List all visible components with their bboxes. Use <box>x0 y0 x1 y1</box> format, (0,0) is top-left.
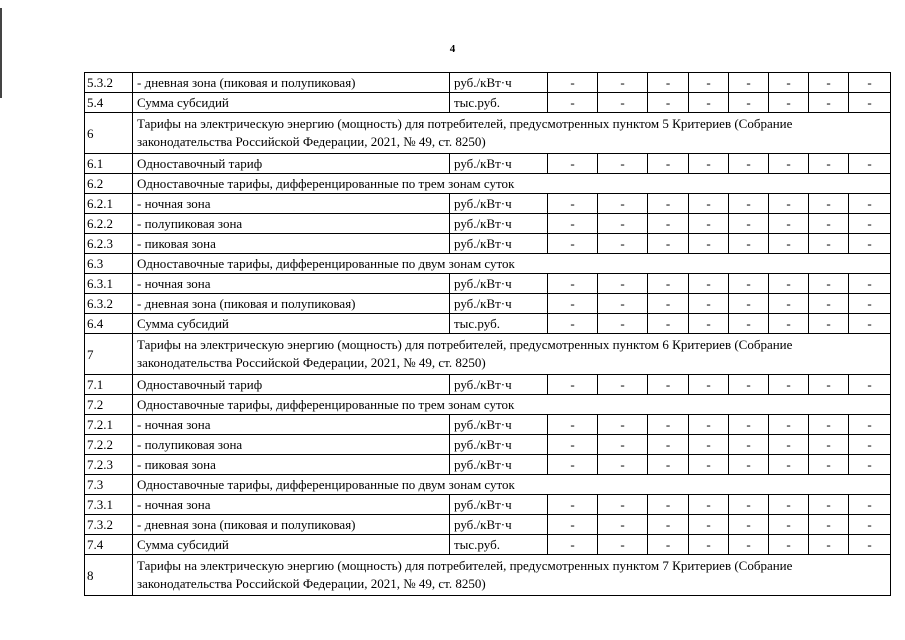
row-number: 7 <box>85 334 133 375</box>
table-row <box>85 314 891 334</box>
value-cell: - <box>548 455 598 475</box>
value-cell: - <box>648 93 689 113</box>
value-cell: - <box>729 314 769 334</box>
value-cell: - <box>548 415 598 435</box>
value-cell: - <box>769 375 809 395</box>
value-cell: - <box>689 375 729 395</box>
value-cell: - <box>689 495 729 515</box>
value-cell: - <box>729 93 769 113</box>
value-cell: - <box>689 194 729 214</box>
table-row <box>85 415 891 435</box>
value-cell: - <box>648 314 689 334</box>
unit-cell: руб./кВт·ч <box>450 274 548 294</box>
value-cell: - <box>809 234 849 254</box>
row-number: 6.2.1 <box>85 194 133 214</box>
value-cell: - <box>809 294 849 314</box>
unit-cell: руб./кВт·ч <box>450 515 548 535</box>
unit-cell: руб./кВт·ч <box>450 375 548 395</box>
value-cell: - <box>809 73 849 93</box>
value-cell: - <box>548 515 598 535</box>
value-cell: - <box>849 214 891 234</box>
value-cell: - <box>548 294 598 314</box>
row-number: 7.2.2 <box>85 435 133 455</box>
value-cell: - <box>689 214 729 234</box>
unit-cell: руб./кВт·ч <box>450 234 548 254</box>
value-cell: - <box>689 435 729 455</box>
value-cell: - <box>598 154 648 174</box>
value-cell: - <box>849 455 891 475</box>
value-cell: - <box>648 435 689 455</box>
value-cell: - <box>729 495 769 515</box>
value-cell: - <box>849 274 891 294</box>
value-cell: - <box>809 535 849 555</box>
value-cell: - <box>648 194 689 214</box>
value-cell: - <box>648 214 689 234</box>
unit-cell: руб./кВт·ч <box>450 495 548 515</box>
table-row <box>85 214 891 234</box>
row-number: 7.3 <box>85 475 133 495</box>
unit-cell: руб./кВт·ч <box>450 415 548 435</box>
row-number: 6 <box>85 113 133 154</box>
value-cell: - <box>598 294 648 314</box>
value-cell: - <box>849 314 891 334</box>
value-cell: - <box>648 294 689 314</box>
value-cell: - <box>598 274 648 294</box>
table-row <box>85 113 891 154</box>
value-cell: - <box>809 435 849 455</box>
value-cell: - <box>548 234 598 254</box>
value-cell: - <box>598 495 648 515</box>
value-cell: - <box>689 93 729 113</box>
unit-cell: руб./кВт·ч <box>450 154 548 174</box>
value-cell: - <box>769 93 809 113</box>
section-header-text: Тарифы на электрическую энергию (мощность) для потребителей, предусмотренных пунктом 7 Критериев (Собрание законодательства Российской Федерации, 2021, № 49, ст. 8250) <box>133 555 891 596</box>
value-cell: - <box>729 294 769 314</box>
row-number: 7.2.3 <box>85 455 133 475</box>
value-cell: - <box>648 415 689 435</box>
value-cell: - <box>729 515 769 535</box>
value-cell: - <box>648 375 689 395</box>
value-cell: - <box>648 73 689 93</box>
table-row <box>85 174 891 194</box>
value-cell: - <box>729 415 769 435</box>
value-cell: - <box>849 495 891 515</box>
row-number: 5.4 <box>85 93 133 113</box>
value-cell: - <box>769 455 809 475</box>
value-cell: - <box>648 535 689 555</box>
value-cell: - <box>809 455 849 475</box>
value-cell: - <box>809 375 849 395</box>
value-cell: - <box>648 495 689 515</box>
value-cell: - <box>849 294 891 314</box>
value-cell: - <box>598 435 648 455</box>
table-row <box>85 194 891 214</box>
value-cell: - <box>849 194 891 214</box>
row-label: Сумма субсидий <box>133 314 450 334</box>
value-cell: - <box>729 194 769 214</box>
value-cell: - <box>849 375 891 395</box>
table-row <box>85 254 891 274</box>
row-number: 6.3 <box>85 254 133 274</box>
value-cell: - <box>769 73 809 93</box>
row-label: - полупиковая зона <box>133 435 450 455</box>
table-row <box>85 515 891 535</box>
table-row <box>85 294 891 314</box>
value-cell: - <box>548 535 598 555</box>
value-cell: - <box>849 535 891 555</box>
row-number: 6.2.3 <box>85 234 133 254</box>
row-number: 8 <box>85 555 133 596</box>
row-label: Одноставочный тариф <box>133 154 450 174</box>
table-row <box>85 154 891 174</box>
row-number: 6.1 <box>85 154 133 174</box>
row-number: 7.3.2 <box>85 515 133 535</box>
value-cell: - <box>689 73 729 93</box>
value-cell: - <box>769 435 809 455</box>
value-cell: - <box>809 515 849 535</box>
value-cell: - <box>769 294 809 314</box>
value-cell: - <box>769 274 809 294</box>
value-cell: - <box>849 435 891 455</box>
table-row <box>85 535 891 555</box>
row-number: 5.3.2 <box>85 73 133 93</box>
value-cell: - <box>548 73 598 93</box>
value-cell: - <box>598 455 648 475</box>
value-cell: - <box>729 455 769 475</box>
value-cell: - <box>689 274 729 294</box>
value-cell: - <box>648 274 689 294</box>
row-label: - дневная зона (пиковая и полупиковая) <box>133 515 450 535</box>
value-cell: - <box>729 274 769 294</box>
table-row <box>85 375 891 395</box>
value-cell: - <box>769 194 809 214</box>
tariff-table <box>84 72 891 596</box>
value-cell: - <box>598 194 648 214</box>
row-number: 7.1 <box>85 375 133 395</box>
value-cell: - <box>598 234 648 254</box>
value-cell: - <box>849 415 891 435</box>
value-cell: - <box>809 154 849 174</box>
value-cell: - <box>729 154 769 174</box>
value-cell: - <box>809 415 849 435</box>
subsection-title: Одноставочные тарифы, дифференцированные по трем зонам суток <box>133 174 891 194</box>
value-cell: - <box>648 455 689 475</box>
row-number: 6.3.2 <box>85 294 133 314</box>
value-cell: - <box>689 154 729 174</box>
page-number: 4 <box>449 43 456 55</box>
row-label: - ночная зона <box>133 194 450 214</box>
row-label: - пиковая зона <box>133 455 450 475</box>
value-cell: - <box>598 515 648 535</box>
value-cell: - <box>729 73 769 93</box>
value-cell: - <box>648 154 689 174</box>
row-label: Одноставочный тариф <box>133 375 450 395</box>
value-cell: - <box>769 515 809 535</box>
row-label: Сумма субсидий <box>133 93 450 113</box>
value-cell: - <box>548 314 598 334</box>
value-cell: - <box>729 214 769 234</box>
table-row <box>85 334 891 375</box>
value-cell: - <box>849 515 891 535</box>
value-cell: - <box>689 314 729 334</box>
value-cell: - <box>548 154 598 174</box>
value-cell: - <box>548 495 598 515</box>
value-cell: - <box>849 234 891 254</box>
value-cell: - <box>548 214 598 234</box>
value-cell: - <box>809 495 849 515</box>
value-cell: - <box>598 535 648 555</box>
table-body <box>85 73 891 596</box>
row-label: - ночная зона <box>133 415 450 435</box>
value-cell: - <box>598 415 648 435</box>
row-number: 7.2.1 <box>85 415 133 435</box>
value-cell: - <box>729 535 769 555</box>
value-cell: - <box>548 274 598 294</box>
value-cell: - <box>729 435 769 455</box>
table-row <box>85 495 891 515</box>
value-cell: - <box>809 314 849 334</box>
value-cell: - <box>689 234 729 254</box>
section-header-text: Тарифы на электрическую энергию (мощность) для потребителей, предусмотренных пунктом 6 Критериев (Собрание законодательства Российской Федерации, 2021, № 49, ст. 8250) <box>133 334 891 375</box>
value-cell: - <box>729 234 769 254</box>
value-cell: - <box>598 314 648 334</box>
table-row <box>85 435 891 455</box>
value-cell: - <box>769 535 809 555</box>
row-label: - ночная зона <box>133 495 450 515</box>
value-cell: - <box>809 93 849 113</box>
unit-cell: руб./кВт·ч <box>450 455 548 475</box>
table-row <box>85 455 891 475</box>
value-cell: - <box>849 154 891 174</box>
value-cell: - <box>769 495 809 515</box>
table-row <box>85 395 891 415</box>
row-number: 6.4 <box>85 314 133 334</box>
value-cell: - <box>769 214 809 234</box>
row-label: - дневная зона (пиковая и полупиковая) <box>133 73 450 93</box>
value-cell: - <box>809 274 849 294</box>
value-cell: - <box>689 415 729 435</box>
unit-cell: руб./кВт·ч <box>450 214 548 234</box>
unit-cell: руб./кВт·ч <box>450 73 548 93</box>
subsection-title: Одноставочные тарифы, дифференцированные по двум зонам суток <box>133 475 891 495</box>
value-cell: - <box>598 73 648 93</box>
value-cell: - <box>689 535 729 555</box>
unit-cell: тыс.руб. <box>450 314 548 334</box>
value-cell: - <box>769 314 809 334</box>
unit-cell: руб./кВт·ч <box>450 435 548 455</box>
unit-cell: тыс.руб. <box>450 93 548 113</box>
value-cell: - <box>849 73 891 93</box>
subsection-title: Одноставочные тарифы, дифференцированные по трем зонам суток <box>133 395 891 415</box>
row-label: Сумма субсидий <box>133 535 450 555</box>
value-cell: - <box>598 93 648 113</box>
unit-cell: руб./кВт·ч <box>450 294 548 314</box>
table-row <box>85 274 891 294</box>
value-cell: - <box>769 415 809 435</box>
value-cell: - <box>648 234 689 254</box>
value-cell: - <box>729 375 769 395</box>
row-label: - полупиковая зона <box>133 214 450 234</box>
value-cell: - <box>548 435 598 455</box>
value-cell: - <box>769 154 809 174</box>
value-cell: - <box>689 515 729 535</box>
value-cell: - <box>809 214 849 234</box>
table-row <box>85 475 891 495</box>
unit-cell: тыс.руб. <box>450 535 548 555</box>
row-number: 6.2.2 <box>85 214 133 234</box>
row-number: 7.3.1 <box>85 495 133 515</box>
table-row <box>85 555 891 596</box>
row-number: 7.2 <box>85 395 133 415</box>
table-row <box>85 73 891 93</box>
table-row <box>85 93 891 113</box>
value-cell: - <box>548 93 598 113</box>
value-cell: - <box>809 194 849 214</box>
value-cell: - <box>689 455 729 475</box>
value-cell: - <box>548 375 598 395</box>
row-number: 6.3.1 <box>85 274 133 294</box>
value-cell: - <box>648 515 689 535</box>
value-cell: - <box>689 294 729 314</box>
value-cell: - <box>849 93 891 113</box>
row-label: - пиковая зона <box>133 234 450 254</box>
row-label: - дневная зона (пиковая и полупиковая) <box>133 294 450 314</box>
row-number: 6.2 <box>85 174 133 194</box>
unit-cell: руб./кВт·ч <box>450 194 548 214</box>
value-cell: - <box>598 214 648 234</box>
row-label: - ночная зона <box>133 274 450 294</box>
row-number: 7.4 <box>85 535 133 555</box>
value-cell: - <box>769 234 809 254</box>
value-cell: - <box>548 194 598 214</box>
table-row <box>85 234 891 254</box>
section-header-text: Тарифы на электрическую энергию (мощность) для потребителей, предусмотренных пунктом 5 Критериев (Собрание законодательства Российской Федерации, 2021, № 49, ст. 8250) <box>133 113 891 154</box>
subsection-title: Одноставочные тарифы, дифференцированные по двум зонам суток <box>133 254 891 274</box>
value-cell: - <box>598 375 648 395</box>
